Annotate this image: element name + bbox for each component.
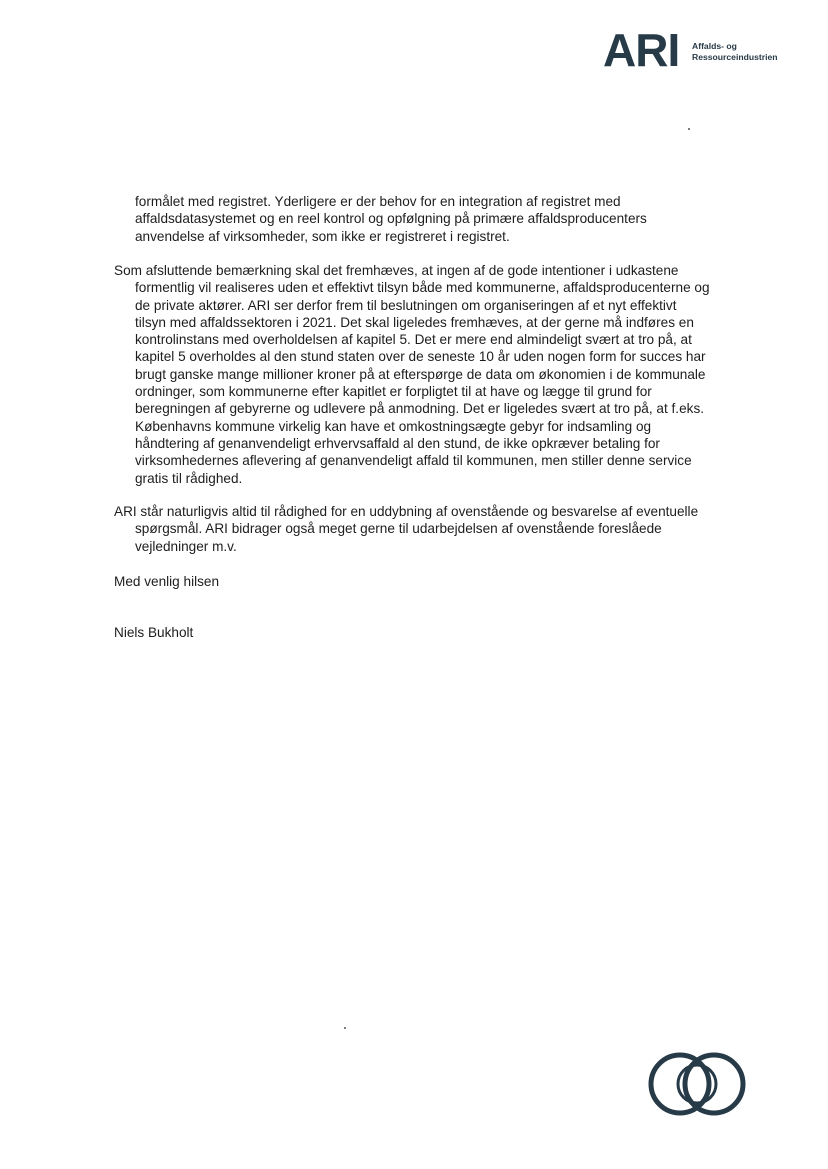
text-line: tilsyn med affaldssektoren i 2021. Det skal ligeledes fremhæves, at der gerne må indføres en <box>135 314 694 330</box>
text-line: Som afsluttende bemærkning skal det fremhæves, at ingen af de gode intentioner i udkastene <box>114 263 679 278</box>
interlocking-rings-icon <box>644 1030 754 1130</box>
text-line: formålet med registret. Yderligere er der behov for en integration af registret med <box>135 194 621 209</box>
text-line: affaldsdatasystemet og en reel kontrol og opfølgning på primære affaldsproducenters <box>135 211 647 227</box>
logo-wordmark: ARI <box>603 24 680 76</box>
paragraph-closing-remark <box>114 262 734 487</box>
text-line: formentlig vil realiseres uden et effektivt tilsyn både med kommunerne, affaldsproducenterne og <box>135 280 710 296</box>
text-line: virksomhedernes aflevering af genanvendeligt affald til kommunen, men stiller denne service <box>135 453 692 469</box>
text-line: håndtering af genanvendeligt erhvervsaffald al den stund, de ikke opkræver betaling for <box>135 435 660 451</box>
logo-tagline-line-1: Affalds- og <box>692 41 737 51</box>
text-line: kontrolinstans med overholdelsen af kapitel 5. Det er mere end almindeligt svært at tro på, at <box>135 332 692 348</box>
text-line: beregningen af gebyrerne og udlevere på anmodning. Det er ligeledes svært at tro på, at f.eks. <box>135 401 705 417</box>
text-line: spørgsmål. ARI bidrager også meget gerne til udarbejdelsen af ovenstående foreslåede <box>135 521 662 537</box>
text-line: anvendelse af virksomheder, som ikke er registreret i registret. <box>135 228 510 244</box>
paragraph-continuation <box>114 193 734 245</box>
text-line: Københavns kommune virkelig kan have et omkostningsægte gebyr for indsamling og <box>135 418 652 434</box>
text-line: gratis til rådighed. <box>135 470 243 486</box>
text-line: brugt ganske mange millioner kroner på at efterspørge de data om økonomien i de kommunale <box>135 366 706 382</box>
scan-speck <box>688 128 690 130</box>
text-line: de private aktører. ARI ser derfor frem til beslutningen om organiseringen af et nyt effektivt <box>135 297 677 313</box>
scan-speck <box>344 1027 346 1029</box>
text-line: kapitel 5 overholdes al den stund staten over de seneste 10 år uden nogen form for succes har <box>135 349 706 365</box>
ari-logo <box>603 24 803 76</box>
text-line: ARI står naturligvis altid til rådighed for en uddybning af ovenstående og besvarelse af eventuelle <box>114 504 699 519</box>
logo-tagline-line-2: Ressourceindustrien <box>692 52 778 62</box>
logo-tagline <box>692 41 777 63</box>
paragraph-availability <box>114 503 734 555</box>
text-line: vejledninger m.v. <box>135 538 237 554</box>
closing-greeting: Med venlig hilsen <box>114 574 220 589</box>
signature-name: Niels Bukholt <box>114 625 194 640</box>
text-line: ordninger, som kommunerne efter kapitlet er forpligtet til at have og lægge til grund for <box>135 384 652 400</box>
